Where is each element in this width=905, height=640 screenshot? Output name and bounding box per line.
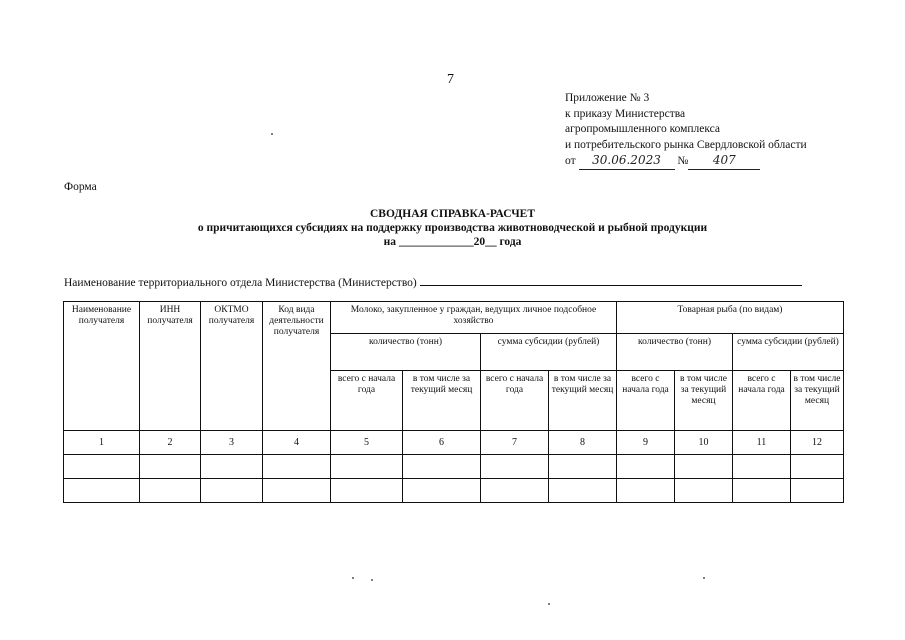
table-row xyxy=(64,455,844,479)
header-milk-quantity: количество (тонн) xyxy=(331,334,481,371)
header-c10: в том числе за текущий месяц xyxy=(675,371,733,431)
appendix-line-3: агропромышленного комплекса xyxy=(565,123,721,135)
column-number: 2 xyxy=(140,431,201,455)
form-label: Форма xyxy=(64,181,97,193)
column-number: 11 xyxy=(733,431,791,455)
table-cell[interactable] xyxy=(733,455,791,479)
table-cell[interactable] xyxy=(549,479,617,503)
column-number: 5 xyxy=(331,431,403,455)
column-number: 8 xyxy=(549,431,617,455)
column-number: 3 xyxy=(201,431,263,455)
date-prefix: от xyxy=(565,155,576,167)
appendix-block xyxy=(565,91,807,170)
title-main: СВОДНАЯ СПРАВКА-РАСЧЕТ xyxy=(369,208,536,220)
header-c5: всего с начала года xyxy=(331,371,403,431)
header-recipient-name: Наименование получателя xyxy=(64,302,140,431)
column-number: 12 xyxy=(791,431,844,455)
table-cell[interactable] xyxy=(617,479,675,503)
table-cell[interactable] xyxy=(733,479,791,503)
scan-speck xyxy=(271,133,273,135)
table-cell[interactable] xyxy=(791,455,844,479)
column-number: 7 xyxy=(481,431,549,455)
scan-speck xyxy=(548,603,550,605)
column-number: 6 xyxy=(403,431,481,455)
header-inn: ИНН получателя xyxy=(140,302,201,431)
department-line xyxy=(64,275,802,289)
header-activity-code: Код вида деятельности получателя xyxy=(263,302,331,431)
table-cell[interactable] xyxy=(481,455,549,479)
appendix-line-4: и потребительского рынка Свердловской области xyxy=(565,138,807,151)
appendix-line-1: Приложение № 3 xyxy=(565,92,650,104)
header-c12: в том числе за текущий месяц xyxy=(791,371,844,431)
appendix-line-2: к приказу Министерства xyxy=(565,107,686,120)
table-cell[interactable] xyxy=(263,455,331,479)
column-number-row xyxy=(64,431,844,455)
appendix-date-line xyxy=(565,153,807,170)
summary-table xyxy=(63,301,844,503)
column-number: 10 xyxy=(675,431,733,455)
header-c8: в том числе за текущий месяц xyxy=(549,371,617,431)
table-cell[interactable] xyxy=(64,455,140,479)
header-fish-group: Товарная рыба (по видам) xyxy=(617,302,844,334)
table-cell[interactable] xyxy=(140,479,201,503)
header-fish-subsidy: сумма субсидии (рублей) xyxy=(733,334,844,371)
column-number: 9 xyxy=(617,431,675,455)
table-cell[interactable] xyxy=(791,479,844,503)
header-oktmo: ОКТМО получателя xyxy=(201,302,263,431)
header-fish-quantity: количество (тонн) xyxy=(617,334,733,371)
header-c6: в том числе за текущий месяц xyxy=(403,371,481,431)
column-number: 1 xyxy=(64,431,140,455)
table-cell[interactable] xyxy=(263,479,331,503)
table-cell[interactable] xyxy=(201,455,263,479)
scan-speck xyxy=(703,577,705,579)
page-number: 7 xyxy=(447,72,454,87)
department-fill-line[interactable] xyxy=(420,275,802,286)
header-c7: всего с начала года xyxy=(481,371,549,431)
document-title xyxy=(0,207,905,249)
table-cell[interactable] xyxy=(64,479,140,503)
table-cell[interactable] xyxy=(675,479,733,503)
header-c9: всего с начала года xyxy=(617,371,675,431)
table-cell[interactable] xyxy=(140,455,201,479)
table-cell[interactable] xyxy=(201,479,263,503)
title-subtitle: о причитающихся субсидиях на поддержку производства животноводческой и рыбной продукции xyxy=(197,222,708,234)
header-milk-group: Молоко, закупленное у граждан, ведущих личное подсобное хозяйство xyxy=(331,302,617,334)
table-cell[interactable] xyxy=(403,455,481,479)
table-cell[interactable] xyxy=(617,455,675,479)
order-date: 30.06.2023 xyxy=(579,153,675,170)
department-label: Наименование территориального отдела Министерства (Министерство) xyxy=(64,277,417,289)
title-date-line: на _____________20__ года xyxy=(383,236,522,248)
table-cell[interactable] xyxy=(403,479,481,503)
header-c11: всего с начала года xyxy=(733,371,791,431)
table-row xyxy=(64,479,844,503)
table-cell[interactable] xyxy=(549,455,617,479)
number-prefix: № xyxy=(677,155,689,167)
table-cell[interactable] xyxy=(331,455,403,479)
scan-speck xyxy=(352,577,354,579)
order-number: 407 xyxy=(688,153,760,170)
table-cell[interactable] xyxy=(331,479,403,503)
column-number: 4 xyxy=(263,431,331,455)
header-milk-subsidy: сумма субсидии (рублей) xyxy=(481,334,617,371)
table-cell[interactable] xyxy=(481,479,549,503)
scan-speck xyxy=(371,579,373,581)
table-cell[interactable] xyxy=(675,455,733,479)
